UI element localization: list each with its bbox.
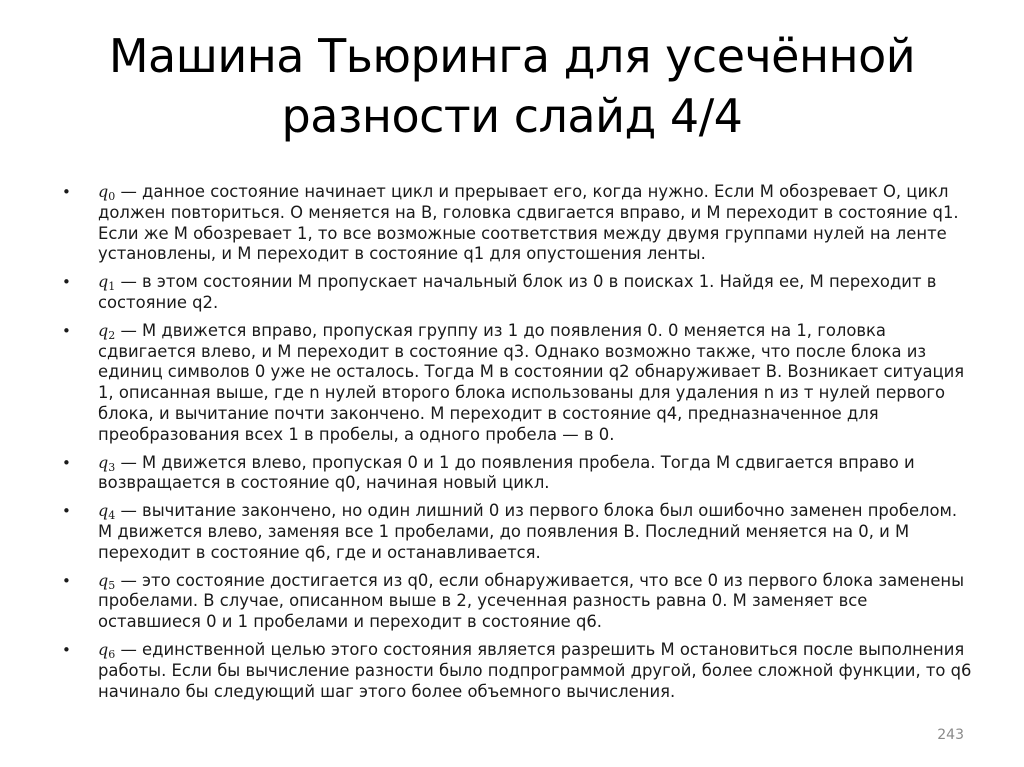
bullet-text: — данное состояние начинает цикл и прерывает его, когда нужно. Если М обозревает О, цикл должен повториться. О меняется на В, головка сдвигается вправо, и М переходит в состояние q1. Если же М обозревает 1, то все возможные соответствия между двумя группами нулей на ленте установлены, и М переходит в состояние q1 для опустошения ленты. xyxy=(98,182,959,264)
bullet-q0 xyxy=(62,182,974,265)
bullet-q6 xyxy=(62,640,974,702)
bullet-q5 xyxy=(62,571,974,633)
bullet-dot-icon: • xyxy=(62,321,71,340)
state-symbol: $q_2$ xyxy=(98,320,116,342)
bullet-dot-icon: • xyxy=(62,640,71,659)
slide-title-line-1: Машина Тьюринга для усечённой xyxy=(108,29,916,83)
bullet-q2 xyxy=(62,321,974,446)
state-symbol: $q_5$ xyxy=(98,570,116,592)
bullet-text: — единственной целью этого состояния является разрешить М остановиться после выполнения работы. Если бы вычисление разности было подпрограммой другой, более сложной функции, то q6 начинало бы следующий шаг этого более объемного вычисления. xyxy=(98,639,972,701)
bullet-text: — вычитание закончено, но один лишний 0 из первого блока был ошибочно заменен пробелом. М движется влево, заменяя все 1 пробелами, до появления В. Последний меняется на 0, и М переходит в состояние q6, где и останавливается. xyxy=(98,501,958,562)
bullet-text: — М движется влево, пропуская 0 и 1 до появления пробела. Тогда М сдвигается вправо и возвращается в состояние q0, начиная новый цикл. xyxy=(98,452,915,493)
bullet-dot-icon: • xyxy=(62,453,71,472)
bullet-dot-icon: • xyxy=(62,571,71,590)
state-symbol: $q_6$ xyxy=(98,639,116,661)
state-symbol: $q_0$ xyxy=(98,182,116,203)
bullet-text: — М движется вправо, пропуская группу из 1 до появления 0. 0 меняется на 1, головка сдвигается влево, и М переходит в состояние q3. Однако возможно также, что после блока из единиц символов 0 уже не осталось. Тогда М в состоянии q2 обнаруживает В. Возникает ситуация 1, описанная выше, где n нулей второго блока использованы для удаления n из т нулей первого блока, и вычитание почти закончено. М переходит в состояние q4, предназначенное для преобразования всех 1 в пробелы, а одного пробела — в 0. xyxy=(98,320,965,444)
bullet-q1 xyxy=(62,272,974,314)
bullet-text: — это состояние достигается из q0, если обнаруживается, что все 0 из первого блока заменены пробелами. В случае, описанном выше в 2, усеченная разность равна 0. М заменяет все оставшиеся 0 и 1 пробелами и переходит в состояние q6. xyxy=(98,570,965,632)
slide-title-line-2: разности слайд 4/4 xyxy=(281,89,743,143)
bullet-list xyxy=(62,182,974,709)
state-symbol: $q_3$ xyxy=(98,452,116,474)
bullet-q3 xyxy=(62,453,974,495)
slide-title xyxy=(40,26,984,146)
bullet-dot-icon: • xyxy=(62,502,71,521)
bullet-dot-icon: • xyxy=(62,273,71,292)
state-symbol: $q_4$ xyxy=(98,501,116,523)
page-number: 243 xyxy=(937,727,964,743)
bullet-text: — в этом состоянии М пропускает начальный блок из 0 в поисках 1. Найдя ее, М переходит в состояние q2. xyxy=(98,272,937,312)
bullet-dot-icon: • xyxy=(62,183,71,201)
bullet-q4 xyxy=(62,501,974,563)
state-symbol: $q_1$ xyxy=(98,272,116,294)
